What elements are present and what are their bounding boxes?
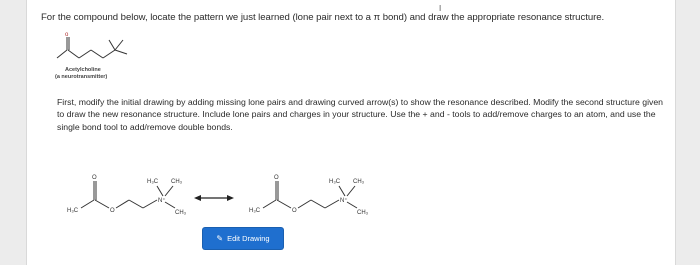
right-carbonyl-o: O <box>274 175 279 181</box>
text-cursor-icon: I <box>439 4 442 13</box>
compound-subcaption: (a neurotransmitter) <box>55 74 108 80</box>
right-n-plus: N⁺ <box>340 198 348 204</box>
left-n-h3c: H₃C <box>147 179 159 185</box>
left-structure <box>67 175 187 216</box>
acetylcholine-small-structure <box>51 30 161 66</box>
question-prompt: For the compound below, locate the pattern we just learned (lone pair next to a π bond) and draw the appropriate resonance structure. <box>41 12 605 23</box>
resonance-structures <box>67 168 407 228</box>
edit-drawing-button[interactable] <box>203 228 283 249</box>
left-n-ch3-bottom: CH₃ <box>175 210 187 216</box>
right-n-ch3-bottom: CH₃ <box>357 210 369 216</box>
right-structure <box>249 175 369 216</box>
question-card <box>26 0 676 265</box>
left-n-plus: N⁺ <box>158 198 166 204</box>
right-n-h3c: H₃C <box>329 179 341 185</box>
resonance-arrow <box>194 195 234 201</box>
left-n-ch3-top: CH₃ <box>171 179 183 185</box>
right-n-ch3-top: CH₃ <box>353 179 365 185</box>
edit-drawing-label: Edit Drawing <box>227 234 270 243</box>
left-ester-o: O <box>110 208 115 214</box>
instructions-text: First, modify the initial drawing by adding missing lone pairs and drawing curved arrow(s) to show the resonance described. Modify the second structure given to draw the new resonance structure. Include lone pairs and charges in your structure. Use the + and - tools to add/remove charges to an atom, and use the single bond tool to add/remove double bonds. <box>57 97 664 132</box>
left-carbonyl-o: O <box>92 175 97 181</box>
compound-caption: Acetylcholine <box>65 67 101 73</box>
svg-text:o: o <box>65 32 69 38</box>
right-h3c-label: H₃C <box>249 208 261 214</box>
pencil-icon: ✎ <box>216 234 224 243</box>
left-h3c-label: H₃C <box>67 208 79 214</box>
right-ester-o: O <box>292 208 297 214</box>
